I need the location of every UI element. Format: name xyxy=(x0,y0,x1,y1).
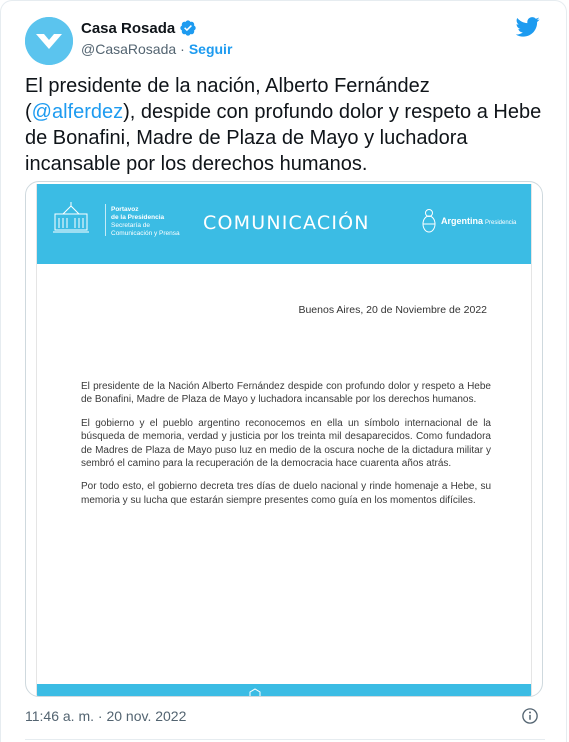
mention-link[interactable]: @alferdez xyxy=(31,101,124,123)
tweet-text-start: El presidente de la nación, Alberto Fernández ( xyxy=(25,75,430,123)
document-footer xyxy=(37,684,531,696)
tweet-text-end: ), despide con profundo dolor y respeto a Hebe de Bonafini, Madre de Plaza de Mayo y luchadora incansable por los derechos humanos. xyxy=(25,101,542,175)
document-header-title: COMUNICACIÓN xyxy=(203,212,370,234)
document-paragraph-2: El gobierno y el pueblo argentino reconocemos en ella un símbolo internacional de la búsqueda de memoria, verdad y justicia por los treinta mil desaparecidos. Como fundadora de Madres de Plaza de Mayo puso luz en medio de la oscura noche de la dictadura militar y sembró el camino para la recuperación de la democracia hace cuarenta años atrás. xyxy=(81,417,491,470)
info-icon[interactable] xyxy=(521,707,539,725)
separator-dot: · xyxy=(180,41,185,57)
bottom-divider xyxy=(25,739,545,740)
casa-rosada-logo-icon xyxy=(25,17,73,65)
header-org-line-1: Portavoz xyxy=(111,206,139,213)
press-release-document xyxy=(36,184,532,696)
author-handle-row xyxy=(81,41,232,57)
document-paragraph-3: Por todo esto, el gobierno decreta tres días de duelo nacional y rinde homenaje a Hebe, su memoria y su lucha que estarán siempre presentes como guía en los momentos difíciles. xyxy=(81,481,491,506)
argentina-coat-of-arms-icon xyxy=(421,208,437,234)
argentina-brand xyxy=(441,216,516,226)
attached-image[interactable] xyxy=(25,181,543,697)
casa-rosada-building-icon xyxy=(53,202,89,234)
argentina-brand-name: Argentina xyxy=(441,216,484,226)
header-org-name xyxy=(111,206,191,238)
author-display-name[interactable]: Casa Rosada xyxy=(81,19,176,37)
header-org-line-4: Comunicación y Prensa xyxy=(111,230,180,237)
author-handle[interactable]: @CasaRosada xyxy=(81,41,177,57)
header-org-line-3: Secretaría de xyxy=(111,222,151,229)
document-paragraph-1: El presidente de la Nación Alberto Fernández despide con profundo dolor y respeto a Hebe de Bonafini, Madre de Plaza de Mayo y luchadora incansable por los derechos humanos. xyxy=(81,381,491,406)
casa-rosada-avatar[interactable] xyxy=(25,17,73,65)
document-header xyxy=(37,184,531,264)
argentina-brand-sub: Presidencia xyxy=(485,220,517,226)
header-org-line-2: de la Presidencia xyxy=(111,214,165,221)
header-divider xyxy=(105,204,106,236)
document-date: Buenos Aires, 20 de Noviembre de 2022 xyxy=(298,304,487,316)
twitter-bird-icon[interactable] xyxy=(516,17,540,37)
verified-badge-icon xyxy=(179,19,197,37)
document-body xyxy=(81,380,491,517)
follow-button[interactable]: Seguir xyxy=(188,41,233,57)
author-name-row xyxy=(81,19,197,37)
tweet-text xyxy=(25,73,545,177)
tweet-timestamp[interactable]: 11:46 a. m. · 20 nov. 2022 xyxy=(25,708,187,724)
footer-building-icon xyxy=(249,688,261,696)
